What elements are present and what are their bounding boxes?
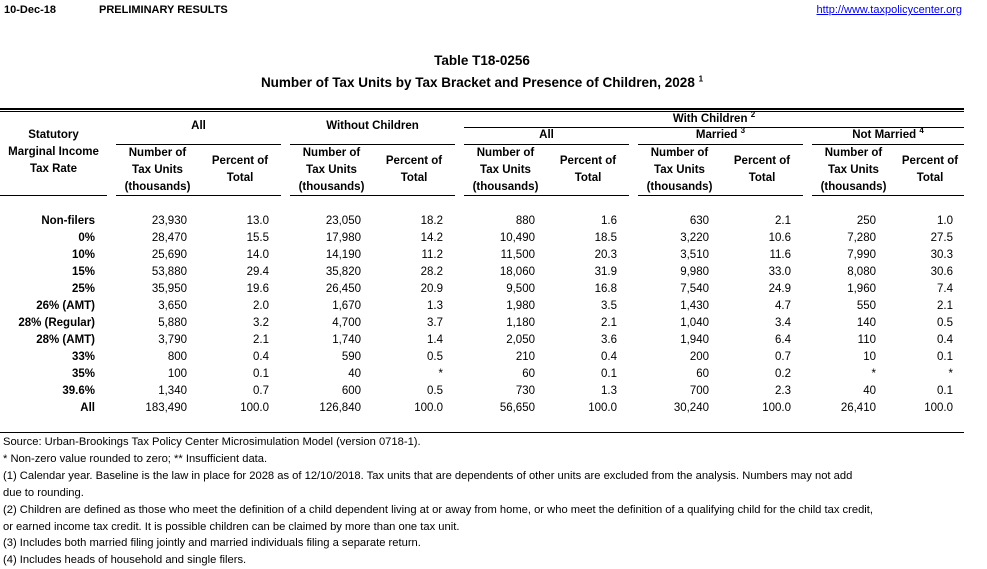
footnote-line: or earned income tax credit. It is possible children can be claimed by more than one tax unit. <box>3 520 460 533</box>
table-row <box>0 383 964 400</box>
row-label: All <box>80 402 95 414</box>
cell-number: 183,490 <box>145 402 187 414</box>
cell-percent: 1.3 <box>601 385 617 397</box>
cell-percent: 30.6 <box>930 266 953 278</box>
table-row <box>0 400 964 417</box>
percent-header-line: Total <box>748 172 776 184</box>
cell-number: 2,050 <box>506 334 535 346</box>
group-header-with-children <box>464 111 964 128</box>
cell-percent: 0.7 <box>775 351 791 363</box>
cell-number: 100 <box>167 368 187 380</box>
footnote-line: (3) Includes both married filing jointly and married individuals filing a separate return. <box>3 537 421 550</box>
number-header-line: Tax Units <box>306 164 357 176</box>
report-status: PRELIMINARY RESULTS <box>99 4 228 16</box>
footnote-line: (4) Includes heads of household and single filers. <box>3 554 247 567</box>
header-rule-married <box>638 195 803 196</box>
cell-number: 9,980 <box>680 266 709 278</box>
number-header-line: Number of <box>476 147 535 159</box>
not-married-footnote: 4 <box>919 126 924 136</box>
cell-number: * <box>871 368 876 380</box>
cell-number: 1,940 <box>680 334 709 346</box>
percent-column-header <box>373 153 455 187</box>
cell-percent: 20.3 <box>594 249 617 261</box>
cell-number: 3,790 <box>158 334 187 346</box>
footnote-line: (2) Children are defined as those who meet the definition of a child dependent living at or away from home, or who meet the definition of a qualifying child for the child tax credit, <box>3 503 874 516</box>
cell-percent: * <box>438 368 443 380</box>
not-married-label: Not Married <box>852 129 917 141</box>
cell-percent: 0.5 <box>937 317 953 329</box>
cell-number: 7,280 <box>847 232 876 244</box>
cell-percent: 18.2 <box>420 215 443 227</box>
cell-number: 23,930 <box>151 215 187 227</box>
number-header-line: Tax Units <box>828 164 879 176</box>
cell-number: 23,050 <box>325 215 361 227</box>
number-column-header <box>464 145 547 196</box>
cell-number: 18,060 <box>499 266 535 278</box>
cell-percent: 2.0 <box>253 300 269 312</box>
cell-percent: 10.6 <box>768 232 791 244</box>
percent-header-line: Total <box>226 172 254 184</box>
cell-number: 11,500 <box>500 249 535 261</box>
cell-number: 140 <box>856 317 876 329</box>
stub-header-line2: Marginal Income <box>8 146 99 158</box>
percent-header-line: Percent of <box>559 155 617 167</box>
top-rule <box>0 108 964 110</box>
footnote-line: * Non-zero value rounded to zero; ** Insufficient data. <box>3 452 268 465</box>
cell-number: 60 <box>696 368 709 380</box>
percent-column-header <box>547 153 629 187</box>
cell-number: 250 <box>856 215 876 227</box>
report-date: 10-Dec-18 <box>4 4 56 16</box>
cell-percent: 0.5 <box>427 385 443 397</box>
cell-percent: 3.2 <box>253 317 269 329</box>
cell-percent: 0.1 <box>937 385 953 397</box>
number-header-line: (thousands) <box>124 181 191 193</box>
footnote-line: due to rounding. <box>3 486 84 499</box>
cell-number: 1,040 <box>680 317 709 329</box>
cell-number: 53,880 <box>151 266 187 278</box>
cell-percent: 15.5 <box>246 232 269 244</box>
table-id: Table T18-0256 <box>434 53 530 68</box>
number-column-header <box>812 145 895 196</box>
cell-number: 26,450 <box>325 283 361 295</box>
cell-number: 25,690 <box>151 249 187 261</box>
number-column-header <box>116 145 199 196</box>
stub-header <box>0 127 107 178</box>
group-header-without-children: Without Children <box>326 120 419 132</box>
table-row <box>0 315 964 332</box>
cell-number: 40 <box>348 368 361 380</box>
number-header-line: Number of <box>650 147 709 159</box>
percent-column-header <box>895 153 965 187</box>
cell-number: 880 <box>515 215 535 227</box>
cell-number: 28,470 <box>151 232 187 244</box>
cell-percent: 24.9 <box>768 283 791 295</box>
cell-percent: 27.5 <box>930 232 953 244</box>
row-label: 39.6% <box>62 385 95 397</box>
cell-number: 730 <box>515 385 535 397</box>
cell-number: 40 <box>863 385 876 397</box>
percent-header-line: Percent of <box>211 155 269 167</box>
cell-number: 5,880 <box>158 317 187 329</box>
table-title-footnote: 1 <box>698 74 704 84</box>
cell-percent: 2.3 <box>775 385 791 397</box>
cell-percent: 1.6 <box>601 215 617 227</box>
number-header-line: Number of <box>128 147 187 159</box>
percent-header-line: Total <box>574 172 602 184</box>
table-row <box>0 349 964 366</box>
cell-percent: 14.0 <box>246 249 269 261</box>
cell-number: 10 <box>863 351 876 363</box>
cell-percent: 20.9 <box>420 283 443 295</box>
cell-number: 14,190 <box>325 249 361 261</box>
cell-percent: 11.6 <box>769 249 791 261</box>
table-title <box>0 75 964 90</box>
percent-column-header <box>721 153 803 187</box>
percent-header-line: Total <box>916 172 944 184</box>
cell-percent: 1.4 <box>427 334 443 346</box>
row-label: Non-filers <box>41 215 95 227</box>
cell-number: 3,220 <box>680 232 709 244</box>
cell-number: 110 <box>857 334 876 346</box>
cell-percent: 0.4 <box>937 334 953 346</box>
cell-percent: 1.3 <box>427 300 443 312</box>
table-row <box>0 230 964 247</box>
cell-number: 10,490 <box>499 232 535 244</box>
row-label: 28% (AMT) <box>36 334 95 346</box>
percent-column-header <box>199 153 281 187</box>
cell-percent: 4.7 <box>775 300 791 312</box>
cell-number: 3,510 <box>680 249 709 261</box>
percent-header-line: Percent of <box>901 155 959 167</box>
cell-percent: 31.9 <box>594 266 617 278</box>
cell-percent: 2.1 <box>775 215 791 227</box>
row-label: 35% <box>71 368 95 380</box>
number-column-header <box>638 145 721 196</box>
cell-percent: 100.0 <box>588 402 617 414</box>
cell-number: 550 <box>856 300 876 312</box>
cell-percent: 0.4 <box>601 351 617 363</box>
cell-percent: 1.0 <box>937 215 953 227</box>
header-rule-all <box>116 195 281 196</box>
subgroup-header-not-married <box>812 127 964 144</box>
cell-percent: 0.5 <box>427 351 443 363</box>
cell-number: 600 <box>341 385 361 397</box>
cell-number: 35,820 <box>325 266 361 278</box>
table-row <box>0 264 964 281</box>
cell-number: 30,240 <box>673 402 709 414</box>
footnote-line: (1) Calendar year. Baseline is the law in place for 2028 as of 12/10/2018. Tax units that are dependents of other units are excluded from the analysis. Numbers may not add <box>3 469 853 482</box>
row-label: 0% <box>78 232 95 244</box>
table-row <box>0 247 964 264</box>
cell-number: 800 <box>167 351 187 363</box>
group-header-all: All <box>191 120 206 132</box>
cell-percent: 0.2 <box>775 368 791 380</box>
cell-percent: 33.0 <box>768 266 791 278</box>
cell-percent: 3.5 <box>601 300 617 312</box>
number-header-line: Tax Units <box>654 164 705 176</box>
cell-percent: 2.1 <box>937 300 953 312</box>
cell-percent: 0.1 <box>937 351 953 363</box>
married-label: Married <box>695 129 738 141</box>
cell-number: 1,180 <box>506 317 535 329</box>
cell-number: 1,670 <box>332 300 361 312</box>
cell-percent: 11.2 <box>421 249 443 261</box>
table-title-text: Number of Tax Units by Tax Bracket and Presence of Children, 2028 <box>260 75 695 90</box>
cell-number: 126,840 <box>319 402 361 414</box>
cell-percent: 0.1 <box>601 368 617 380</box>
header-rule-without <box>290 195 455 196</box>
number-header-line: Number of <box>302 147 361 159</box>
cell-number: 3,650 <box>158 300 187 312</box>
cell-percent: 0.7 <box>253 385 269 397</box>
footnote-line: Source: Urban-Brookings Tax Policy Center Microsimulation Model (version 0718-1). <box>3 436 421 448</box>
cell-number: 210 <box>515 351 535 363</box>
cell-number: 60 <box>522 368 535 380</box>
cell-number: 7,990 <box>847 249 876 261</box>
cell-percent: 7.4 <box>937 283 953 295</box>
percent-header-line: Percent of <box>733 155 791 167</box>
number-column-header <box>290 145 373 196</box>
cell-number: 200 <box>689 351 709 363</box>
number-header-line: Tax Units <box>480 164 531 176</box>
cell-percent: 100.0 <box>414 402 443 414</box>
table-row <box>0 298 964 315</box>
cell-number: 9,500 <box>506 283 535 295</box>
cell-number: 1,340 <box>158 385 187 397</box>
number-header-line: Tax Units <box>132 164 183 176</box>
percent-header-line: Percent of <box>385 155 443 167</box>
cell-percent: 6.4 <box>775 334 791 346</box>
table-row <box>0 366 964 383</box>
row-label: 33% <box>71 351 95 363</box>
cell-number: 1,960 <box>847 283 876 295</box>
row-label: 15% <box>71 266 95 278</box>
cell-percent: 3.6 <box>601 334 617 346</box>
cell-number: 26,410 <box>840 402 876 414</box>
cell-percent: 100.0 <box>924 402 953 414</box>
with-children-label: With Children <box>672 113 748 125</box>
cell-percent: 100.0 <box>762 402 791 414</box>
cell-percent: * <box>948 368 953 380</box>
cell-number: 8,080 <box>847 266 876 278</box>
cell-percent: 0.1 <box>253 368 269 380</box>
subgroup-header-married <box>638 127 803 144</box>
table-row <box>0 281 964 298</box>
cell-percent: 2.1 <box>253 334 269 346</box>
cell-number: 17,980 <box>325 232 361 244</box>
cell-number: 1,740 <box>332 334 361 346</box>
with-children-footnote: 2 <box>750 110 756 120</box>
cell-percent: 16.8 <box>594 283 617 295</box>
cell-number: 1,980 <box>506 300 535 312</box>
bottom-rule <box>0 432 964 433</box>
cell-number: 590 <box>341 351 361 363</box>
header-rule-with-all <box>464 195 629 196</box>
stub-header-line1: Statutory <box>28 129 79 141</box>
cell-number: 700 <box>689 385 709 397</box>
table-row <box>0 332 964 349</box>
cell-percent: 3.7 <box>427 317 443 329</box>
cell-number: 4,700 <box>332 317 361 329</box>
number-header-line: Number of <box>824 147 883 159</box>
percent-header-line: Total <box>400 172 428 184</box>
cell-number: 35,950 <box>151 283 187 295</box>
table-row <box>0 213 964 230</box>
cell-percent: 13.0 <box>246 215 269 227</box>
number-header-line: (thousands) <box>820 181 887 193</box>
cell-percent: 18.5 <box>594 232 617 244</box>
cell-percent: 29.4 <box>246 266 269 278</box>
number-header-line: (thousands) <box>646 181 713 193</box>
row-label: 10% <box>71 249 95 261</box>
cell-percent: 19.6 <box>246 283 269 295</box>
cell-percent: 2.1 <box>601 317 617 329</box>
cell-number: 1,430 <box>680 300 709 312</box>
row-label: 28% (Regular) <box>18 317 95 329</box>
number-header-line: (thousands) <box>472 181 539 193</box>
subgroup-header-all: All <box>539 129 554 141</box>
married-footnote: 3 <box>740 126 746 136</box>
cell-percent: 28.2 <box>420 266 443 278</box>
website-link[interactable]: http://www.taxpolicycenter.org <box>816 4 962 16</box>
header-rule-not-married <box>812 195 964 196</box>
cell-percent: 100.0 <box>240 402 269 414</box>
cell-number: 7,540 <box>680 283 709 295</box>
row-label: 26% (AMT) <box>36 300 95 312</box>
cell-percent: 0.4 <box>253 351 269 363</box>
cell-number: 630 <box>689 215 709 227</box>
cell-percent: 30.3 <box>930 249 953 261</box>
number-header-line: (thousands) <box>298 181 365 193</box>
row-label: 25% <box>71 283 95 295</box>
cell-number: 56,650 <box>499 402 535 414</box>
cell-percent: 14.2 <box>420 232 443 244</box>
header-rule-stub <box>0 195 107 196</box>
cell-percent: 3.4 <box>775 317 791 329</box>
stub-header-line3: Tax Rate <box>29 163 78 175</box>
